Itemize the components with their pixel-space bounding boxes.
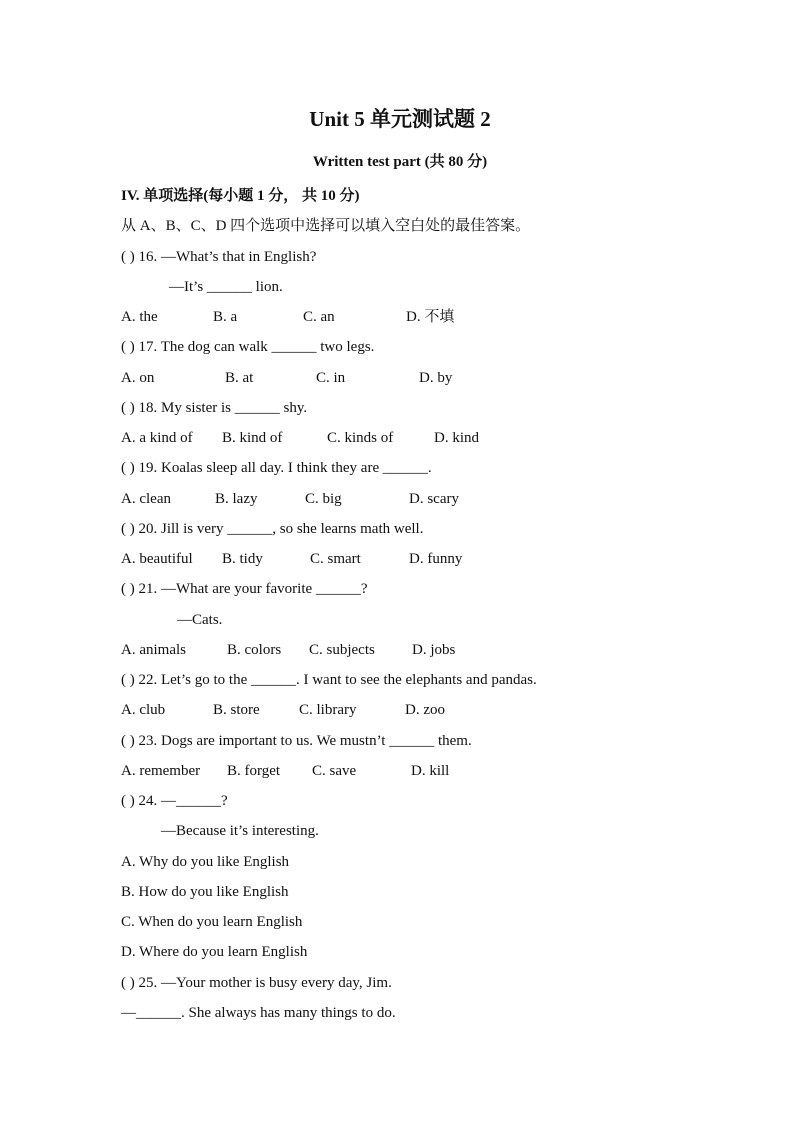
option-a: A. animals <box>121 641 186 658</box>
question-stem: ( ) 19. Koalas sleep all day. I think they are ______. <box>121 460 432 477</box>
option-c: C. in <box>316 369 346 386</box>
option-c: C. library <box>299 702 357 719</box>
option-c: C. save <box>312 762 357 779</box>
option-d: D. 不填 <box>406 309 455 325</box>
option-b: B. colors <box>227 641 282 658</box>
section-heading: IV. 单项选择(每小题 1 分， 共 10 分) <box>121 188 360 204</box>
question-options <box>121 302 761 332</box>
option-b: B. tidy <box>222 551 263 567</box>
question-stem: ( ) 21. —What are your favorite ______? <box>121 581 368 598</box>
option-d: D. funny <box>409 551 463 567</box>
option-d: D. kill <box>411 762 450 779</box>
question-reply: —Because it’s interesting. <box>161 823 319 840</box>
option-a: A. club <box>121 702 166 719</box>
question-stem: ( ) 22. Let’s go to the ______. I want to see the elephants and pandas. <box>121 672 537 688</box>
option-c: C. subjects <box>309 641 375 658</box>
question-reply: —______. She always has many things to do. <box>121 1004 396 1021</box>
option-d: D. jobs <box>412 641 456 658</box>
option-b: B. lazy <box>215 490 258 507</box>
question-options <box>121 695 761 725</box>
option-d: D. zoo <box>405 702 445 719</box>
option-b: B. store <box>213 702 260 719</box>
question-stem: ( ) 17. The dog can walk ______ two legs. <box>121 339 375 356</box>
option-a: A. beautiful <box>121 551 193 567</box>
document-body <box>121 181 761 1028</box>
option-c: C. an <box>303 309 335 325</box>
question-reply: —It’s ______ lion. <box>169 278 283 295</box>
option-c: C. smart <box>310 551 361 567</box>
option-b: B. a <box>213 309 238 325</box>
option-a: A. clean <box>121 490 171 507</box>
question-reply: —Cats. <box>177 611 223 628</box>
option-b: B. kind of <box>222 430 283 446</box>
option-d: D. by <box>419 369 453 386</box>
option-a: A. remember <box>121 762 201 779</box>
section-instruction: 从 A、B、C、D 四个选项中选择可以填入空白处的最佳答案。 <box>121 218 531 235</box>
option-a: A. Why do you like English <box>121 853 290 870</box>
option-c: C. big <box>305 490 342 507</box>
option-b: B. How do you like English <box>121 883 289 900</box>
question-options <box>121 756 761 786</box>
question-options <box>121 544 761 574</box>
option-a: A. the <box>121 309 158 325</box>
question-options <box>121 423 761 453</box>
option-c: C. kinds of <box>327 430 394 446</box>
question-stem: ( ) 24. —______? <box>121 793 228 809</box>
document-subtitle: Written test part (共 80 分) <box>312 154 488 170</box>
question-options <box>121 363 761 393</box>
option-c: C. When do you learn English <box>121 914 303 930</box>
question-stem: ( ) 20. Jill is very ______, so she learns math well. <box>121 520 424 537</box>
option-d: D. kind <box>434 430 479 446</box>
question-stem: ( ) 23. Dogs are important to us. We mustn’t ______ them. <box>121 732 472 749</box>
question-stem: ( ) 16. —What’s that in English? <box>121 248 317 265</box>
question-stem: ( ) 25. —Your mother is busy every day, Jim. <box>121 974 392 991</box>
option-d: D. Where do you learn English <box>121 944 308 961</box>
option-a: A. on <box>121 369 155 386</box>
question-options <box>121 635 761 665</box>
option-b: B. forget <box>227 762 281 779</box>
question-options <box>121 484 761 514</box>
option-a: A. a kind of <box>121 430 193 446</box>
option-b: B. at <box>225 369 254 386</box>
option-d: D. scary <box>409 490 459 507</box>
question-stem: ( ) 18. My sister is ______ shy. <box>121 399 308 416</box>
document-title: Unit 5 单元测试题 2 <box>309 107 491 131</box>
